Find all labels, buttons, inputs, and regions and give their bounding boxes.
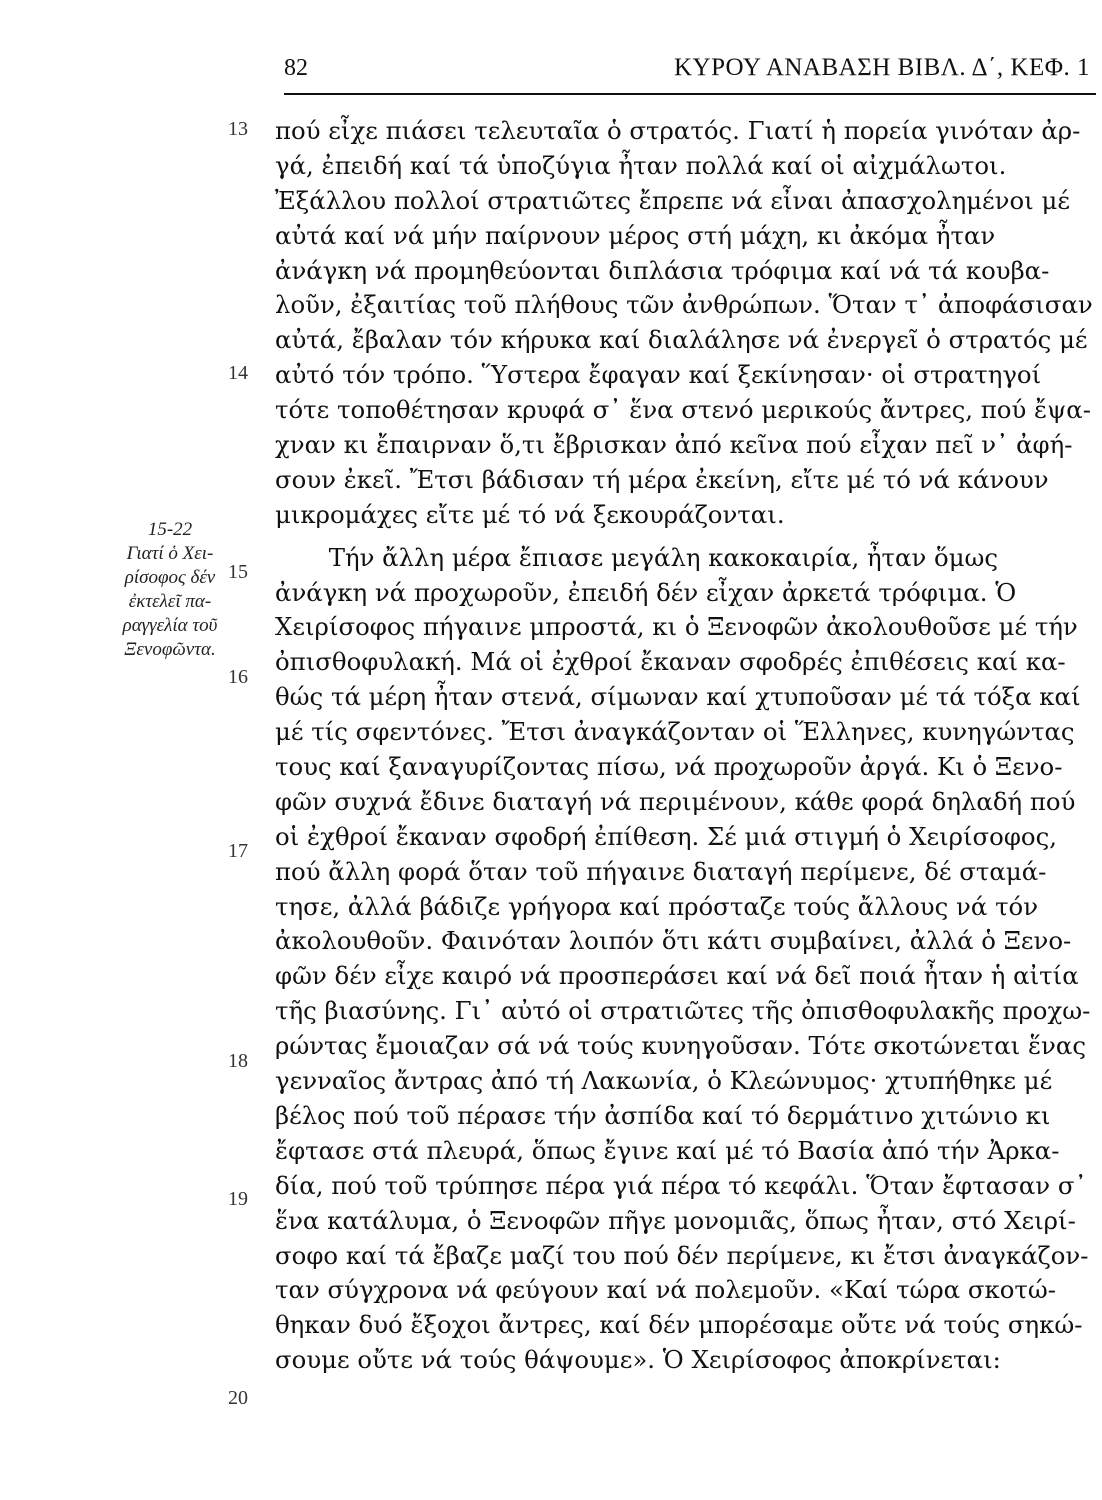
text-line-content: αὐτά, ἔβαλαν τόν κήρυκα καί διαλάλησε νά ἐνεργεῖ ὁ στρατός μέ xyxy=(275,325,1088,355)
text-line xyxy=(275,645,1097,680)
text-line xyxy=(275,1169,1097,1204)
text-line-content: σοφο καί τά ἔβαζε μαζί του πού δέν περίμενε, κι ἔτσι ἀναγκάζον- xyxy=(275,1240,1089,1270)
text-line-content: αὐτά καί νά μήν παίρνουν μέρος στή μάχη, κι ἀκόμα ἦταν xyxy=(275,220,996,250)
text-line xyxy=(275,1064,1097,1099)
text-line-content: μικρομάχες εἴτε μέ τό νά ξεκουράζονται. xyxy=(275,499,785,529)
text-line xyxy=(275,750,1097,785)
text-line-content: ταν σύγχρονα νά φεύγουν καί νά πολεμοῦν. «Καί τώρα σκοτώ- xyxy=(275,1275,1057,1305)
text-line xyxy=(275,890,1097,925)
text-line-content: πού ἄλλη φορά ὅταν τοῦ πήγαινε διαταγή περίμενε, δέ σταμά- xyxy=(275,856,1047,886)
verse-number: 20 xyxy=(228,1387,248,1409)
text-line xyxy=(275,358,1097,393)
sidenote-line: Ξενοφῶντα. xyxy=(124,639,216,660)
text-line xyxy=(275,785,1097,820)
text-line-content: τότε τοποθέτησαν κρυφά σ᾿ ἕνα στενό μερικούς ἄντρες, πού ἔψα- xyxy=(275,395,1091,425)
verse-number: 13 xyxy=(228,118,248,140)
text-line-content: ἕνα κατάλυμα, ὁ Ξενοφῶν πῆγε μονομιᾶς, ὅπως ἦταν, στό Χειρί- xyxy=(275,1205,1076,1235)
text-line xyxy=(275,1239,1097,1274)
text-line-content: τησε, ἀλλά βάδιζε γρήγορα καί πρόσταζε τούς ἄλλους νά τόν xyxy=(275,891,1039,921)
text-line xyxy=(275,498,1097,533)
text-line-content: χναν κι ἔπαιρναν ὅ,τι ἔβρισκαν ἀπό κεῖνα πού εἶχαν πεῖ ν᾿ ἀφή- xyxy=(275,430,1073,460)
sidenote-range: 15-22 xyxy=(147,519,193,540)
verse-number: 16 xyxy=(228,666,248,688)
text-line xyxy=(275,1204,1097,1239)
text-line xyxy=(275,994,1097,1029)
text-line-content: μέ τίς σφεντόνες. Ἔτσι ἀναγκάζονταν οἱ Ἕλληνες, κυνηγώντας xyxy=(275,717,1075,747)
text-line-content: οἱ ἐχθροί ἔκαναν σφοδρή ἐπίθεση. Σέ μιά στιγμή ὁ Χειρίσοφος, xyxy=(275,821,1057,851)
text-line xyxy=(275,820,1097,855)
text-line-content: ρώντας ἔμοιαζαν σά νά τούς κυνηγοῦσαν. Τότε σκοτώνεται ἕνας xyxy=(275,1031,1086,1061)
text-line xyxy=(275,576,1097,611)
text-line-content: Τήν ἄλλη μέρα ἔπιασε μεγάλη κακοκαιρία, ἦταν ὅμως xyxy=(328,542,999,572)
text-line-content: ἀνάγκη νά προχωροῦν, ἐπειδή δέν εἶχαν ἀρκετά τρόφιμα. Ὁ xyxy=(275,577,1017,607)
text-line-content: ἀνάγκη νά προμηθεύονται διπλάσια τρόφιμα καί νά τά κουβα- xyxy=(275,255,1050,285)
margin-sidenote xyxy=(100,518,240,662)
text-line-content: λοῦν, ἐξαιτίας τοῦ πλήθους τῶν ἀνθρώπων. Ὅταν τ᾿ ἀποφάσισαν xyxy=(275,290,1093,320)
text-line xyxy=(275,610,1097,645)
text-line-content: τῆς βιασύνης. Γι᾿ αὐτό οἱ στρατιῶτες τῆς ὀπισθοφυλακῆς προχω- xyxy=(275,996,1091,1026)
body-text xyxy=(275,114,1097,1378)
text-line xyxy=(275,924,1097,959)
text-line xyxy=(275,288,1097,323)
text-line xyxy=(275,219,1097,254)
text-line-content: ἔφτασε στά πλευρά, ὅπως ἔγινε καί μέ τό Βασία ἀπό τήν Ἀρκα- xyxy=(275,1135,1060,1165)
paragraph-start-line xyxy=(275,541,1097,576)
sidenote-line: ρίσοφος δέν xyxy=(124,567,216,588)
text-line-content: Χειρίσοφος πήγαινε μπροστά, κι ὁ Ξενοφῶν ἀκολουθοῦσε μέ τήν xyxy=(275,612,1078,642)
page-header xyxy=(284,46,1096,90)
verse-number: 14 xyxy=(228,362,248,384)
text-line xyxy=(275,323,1097,358)
verse-number: 15 xyxy=(228,561,248,583)
text-line xyxy=(275,114,1097,149)
text-line xyxy=(275,463,1097,498)
text-line-content: πού εἶχε πιάσει τελευταῖα ὁ στρατός. Γιατί ἡ πορεία γινόταν ἀρ- xyxy=(275,116,1081,145)
text-line-content: γενναῖος ἄντρας ἀπό τή Λακωνία, ὁ Κλεώνυμος· χτυπήθηκε μέ xyxy=(275,1066,1053,1096)
text-line xyxy=(275,855,1097,890)
header-rule xyxy=(284,93,1096,95)
verse-number: 19 xyxy=(228,1188,248,1210)
text-line-content: φῶν δέν εἶχε καιρό νά προσπεράσει καί νά δεῖ ποιά ἦταν ἡ αἰτία xyxy=(275,961,1079,991)
text-line-content: αὐτό τόν τρόπο. Ὕστερα ἔφαγαν καί ξεκίνησαν· οἱ στρατηγοί xyxy=(275,360,1042,390)
verse-number: 17 xyxy=(228,840,248,862)
text-line-content: δία, πού τοῦ τρύπησε πέρα γιά πέρα τό κεφάλι. Ὅταν ἔφτασαν σ᾿ xyxy=(275,1170,1087,1200)
text-line xyxy=(275,715,1097,750)
text-line-content: θώς τά μέρη ἦταν στενά, σίμωναν καί χτυποῦσαν μέ τά τόξα καί xyxy=(275,682,1081,712)
text-line-content: βέλος πού τοῦ πέρασε τήν ἀσπίδα καί τό δερμάτινο χιτώνιο κι xyxy=(275,1100,1051,1130)
text-line xyxy=(275,680,1097,715)
page-number: 82 xyxy=(284,55,308,81)
sidenote-line: ἐκτελεῖ πα- xyxy=(128,591,212,612)
text-line xyxy=(275,1099,1097,1134)
text-line-content: Ἐξάλλου πολλοί στρατιῶτες ἔπρεπε νά εἶναι ἀπασχολημένοι μέ xyxy=(275,185,1070,215)
verse-number-column xyxy=(0,0,270,1500)
text-line-content: τους καί ξαναγυρίζοντας πίσω, νά προχωροῦν ἀργά. Κι ὁ Ξενο- xyxy=(275,752,1063,782)
text-line-content: σουμε οὔτε νά τούς θάψουμε». Ὁ Χειρίσοφος ἀποκρίνεται: xyxy=(275,1345,1001,1375)
verse-number: 18 xyxy=(228,1050,248,1072)
text-line-content: γά, ἐπειδή καί τά ὑποζύγια ἦταν πολλά καί οἱ αἰχμάλωτοι. xyxy=(275,150,1007,180)
text-line-content: θηκαν δυό ἔξοχοι ἄντρες, καί δέν μπορέσαμε οὔτε νά τούς σηκώ- xyxy=(275,1310,1083,1340)
text-line-content: ἀκολουθοῦν. Φαινόταν λοιπόν ὅτι κάτι συμβαίνει, ἀλλά ὁ Ξενο- xyxy=(275,926,1072,956)
text-line xyxy=(275,149,1097,184)
text-line xyxy=(275,393,1097,428)
text-line xyxy=(275,428,1097,463)
text-line-content: φῶν συχνά ἔδινε διαταγή νά περιμένουν, κάθε φορά δηλαδή πού xyxy=(275,786,1076,816)
sidenote-line: ραγγελία τοῦ xyxy=(122,615,218,636)
running-head: ΚΥΡΟΥ ΑΝΑΒΑΣΗ ΒΙΒΛ. Δ΄, ΚΕΦ. 1 xyxy=(674,54,1090,81)
text-line xyxy=(275,959,1097,994)
text-line xyxy=(275,1343,1097,1378)
text-line-content: σουν ἐκεῖ. Ἔτσι βάδισαν τή μέρα ἐκείνη, εἴτε μέ τό νά κάνουν xyxy=(275,464,1049,494)
text-line xyxy=(275,1308,1097,1343)
text-line xyxy=(275,184,1097,219)
text-line xyxy=(275,1029,1097,1064)
text-line-content: ὀπισθοφυλακή. Μά οἱ ἐχθροί ἔκαναν σφοδρές ἐπιθέσεις καί κα- xyxy=(275,647,1066,677)
text-line xyxy=(275,1273,1097,1308)
text-line xyxy=(275,1134,1097,1169)
text-line xyxy=(275,254,1097,289)
sidenote-line: Γιατί ὁ Χει- xyxy=(126,543,214,564)
